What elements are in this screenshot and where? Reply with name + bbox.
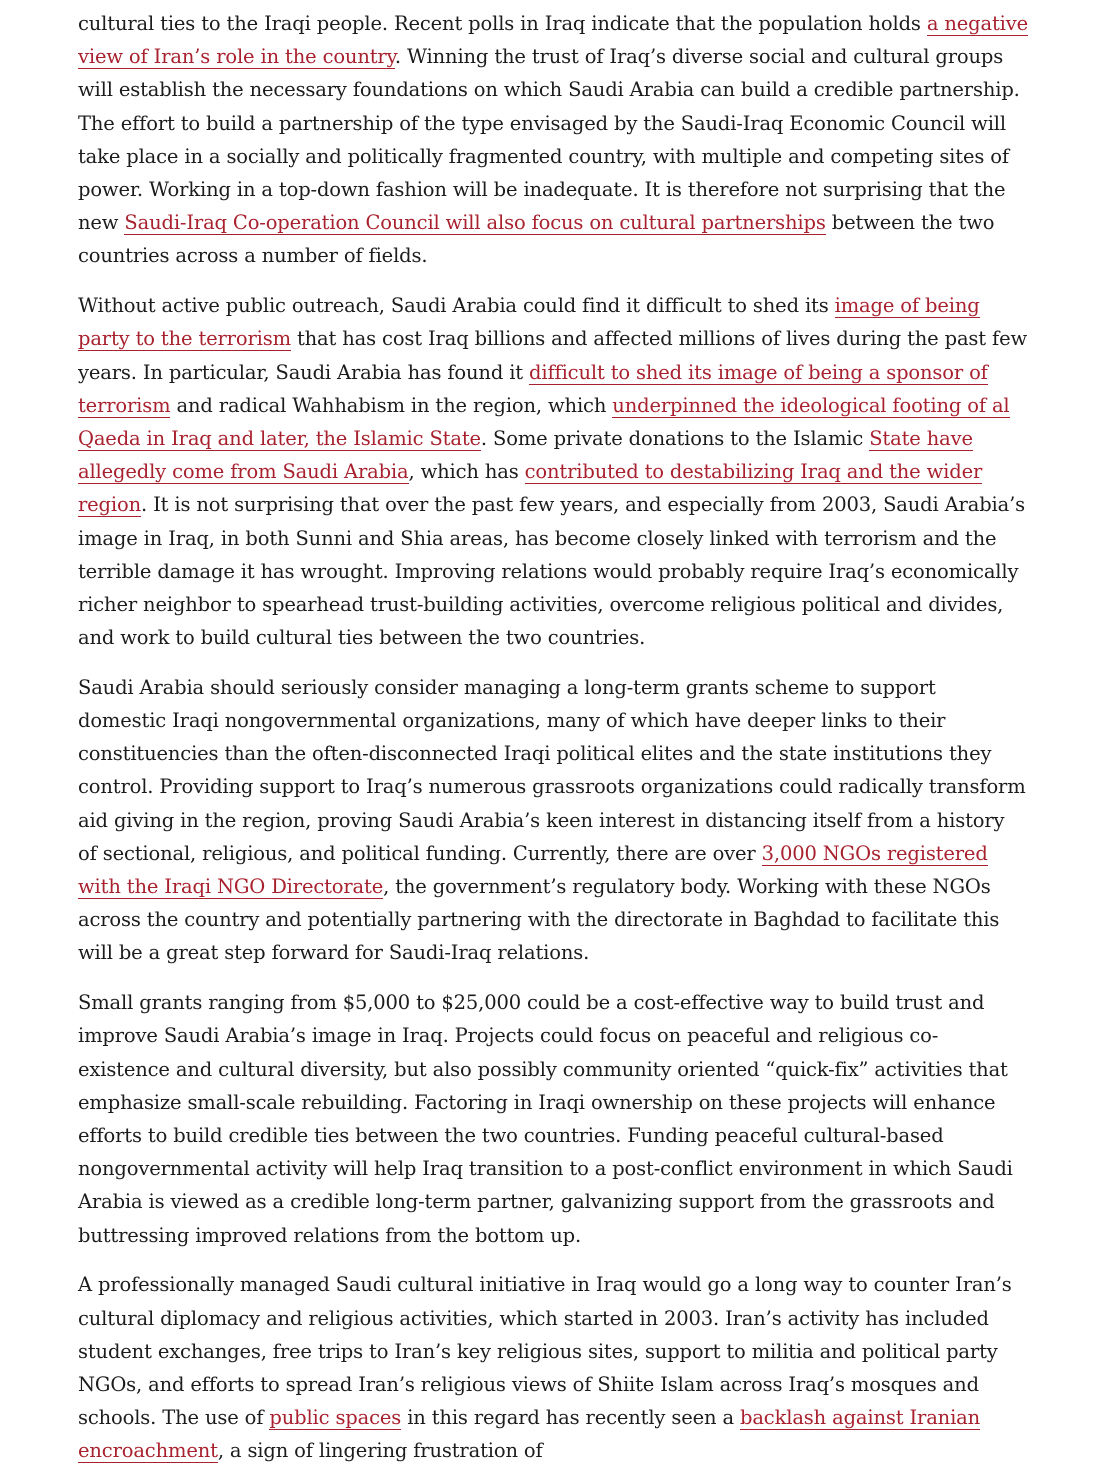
paragraph-text: . It is not surprising that over the past few years, and especially from 2003, Saudi Arabia’s image in Iraq, in both Sunni and Shia areas, has become closely linked with terrorism and the terrible damage it has wrought. Improving relations would probably require Iraq’s economically richer neighbor to spearhead trust-building activities, overcome religious political and divides, and work to build cultural ties between the two countries.	[78, 493, 1026, 650]
paragraph-text: Saudi Arabia should seriously consider managing a long-term grants scheme to support domestic Iraqi nongovernmental organizations, many of which have deeper links to their constituencies than the often-disconnected Iraqi political elites and the state institutions they control. Providing support to Iraq’s numerous grassroots organizations could radically transform aid giving in the region, proving Saudi Arabia’s keen interest in distancing itself from a history of sectional, religious, and political funding. Currently, there are over	[78, 675, 1026, 865]
link-iran-negative-view[interactable]: a negative view of Iran’s role in the country	[78, 12, 1028, 69]
link-private-donations[interactable]: State have allegedly come from Saudi Arabia	[78, 426, 973, 484]
paragraph-5	[78, 1268, 1028, 1467]
paragraph-text: , which has	[408, 460, 525, 484]
link-destabilizing-iraq[interactable]: contributed to destabilizing Iraq and the wider region	[78, 460, 983, 517]
link-ngo-directorate[interactable]: 3,000 NGOs registered with the Iraqi NGO Directorate	[78, 841, 988, 899]
paragraph-text: and radical Wahhabism in the region, which	[170, 393, 613, 417]
paragraph-text: , the government’s regulatory body. Working with these NGOs across the country and potentially partnering with the directorate in Baghdad to facilitate this will be a great step forward for Saudi-Iraq relations.	[78, 875, 1000, 965]
paragraph-text: between the two countries across a number of fields.	[78, 211, 995, 268]
link-cooperation-council[interactable]: Saudi-Iraq Co-operation Council will also focus on cultural partnerships	[124, 211, 826, 235]
paragraph-text: . Some private donations to the Islamic	[480, 426, 870, 450]
paragraph-text: A professionally managed Saudi cultural initiative in Iraq would go a long way to counter Iran’s cultural diplomacy and religious activities, which started in 2003. Iran’s activity has included student exchanges, free trips to Iran’s key religious sites, support to militia and political party NGOs, and efforts to spread Iran’s religious views of Shiite Islam across Iraq’s mosques and schools. The use of	[78, 1273, 1012, 1430]
paragraph-text: Without active public outreach, Saudi Arabia could find it difficult to shed its	[78, 294, 835, 318]
paragraph-text: that has cost Iraq billions and affected millions of lives during the past few years. In particular, Saudi Arabia has found it	[78, 327, 1028, 384]
paragraph-3	[78, 671, 1028, 970]
link-al-qaeda-islamic-state[interactable]: underpinned the ideological footing of al Qaeda in Iraq and later, the Islamic State	[78, 393, 1010, 450]
link-image-party-terrorism[interactable]: image of being party to the terrorism	[78, 294, 980, 351]
paragraph-1	[78, 7, 1028, 273]
paragraph-text: cultural ties to the Iraqi people. Recent polls in Iraq indicate that the population holds	[78, 12, 927, 35]
paragraph-text: Small grants ranging from $5,000 to $25,000 could be a cost-effective way to build trust and improve Saudi Arabia’s image in Iraq. Projects could focus on peaceful and religious co-existence and cultural diversity, but also possibly community oriented “quick-fix” activities that emphasize small-scale rebuilding. Factoring in Iraqi ownership on these projects will enhance efforts to build credible ties between the two countries. Funding peaceful cultural-based nongovernmental activity will help Iraq transition to a post-conflict environment in which Saudi Arabia is viewed as a credible long-term partner, galvanizing support from the grassroots and buttressing improved relations from the bottom up.	[78, 991, 1013, 1247]
link-public-spaces[interactable]: public spaces	[269, 1406, 402, 1430]
paragraph-text: . Winning the trust of Iraq’s diverse social and cultural groups will establish the necessary foundations on which Saudi Arabia can build a credible partnership. The effort to build a partnership of the type envisaged by the Saudi-Iraq Economic Council will take place in a socially and politically fragmented country, with multiple and competing sites of power. Working in a top-down fashion will be inadequate. It is therefore not surprising that the new	[78, 45, 1020, 235]
article-body	[78, 7, 1028, 1484]
paragraph-2	[78, 289, 1028, 654]
paragraph-4	[78, 986, 1028, 1252]
paragraph-text: in this regard has recently seen a	[401, 1406, 740, 1430]
paragraph-text: , a sign of lingering frustration of	[217, 1439, 543, 1463]
link-sponsor-terrorism[interactable]: difficult to shed its image of being a sponsor of terrorism	[78, 360, 988, 417]
link-backlash-iranian[interactable]: backlash against Iranian encroachment	[78, 1406, 981, 1463]
